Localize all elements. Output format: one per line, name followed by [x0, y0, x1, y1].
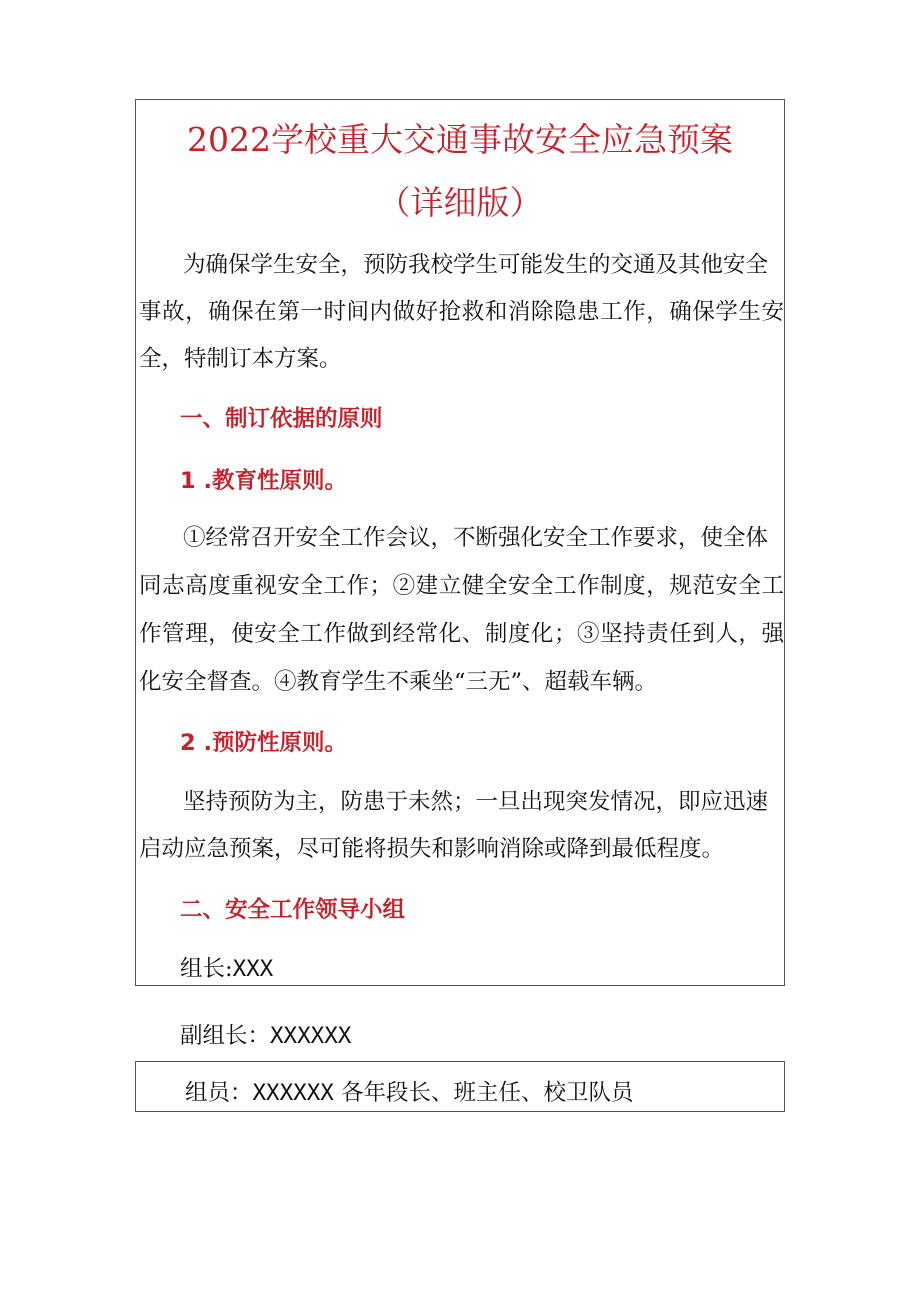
item-1-line-3: 作管理，使安全工作做到经常化、制度化；③坚持责任到人，强 [139, 621, 784, 647]
leader-row [180, 954, 273, 984]
deputy-value: XXXXXX [270, 1023, 352, 1049]
document-title: 2022学校重大交通事故安全应急预案 [187, 120, 733, 159]
section-1-heading: 一、制订依据的原则 [180, 406, 383, 432]
members-row [185, 1078, 633, 1108]
intro-line-1: 为确保学生安全，预防我校学生可能发生的交通及其他安全 [183, 252, 769, 278]
section-2-heading: 二、安全工作领导小组 [180, 897, 406, 923]
item-2-line-1: 坚持预防为主，防患于未然；一旦出现突发情况，即应迅速 [183, 789, 769, 815]
members-value: XXXXXX [252, 1080, 334, 1106]
item-1-line-2: 同志高度重视安全工作；②建立健全安全工作制度，规范安全工 [139, 573, 784, 599]
members-label: 组员： [185, 1080, 253, 1106]
deputy-label: 副组长： [180, 1023, 271, 1049]
leader-label: 组长: [180, 956, 233, 982]
intro-line-3: 全，特制订本方案。 [139, 346, 342, 372]
item-2-heading: 2 .预防性原则。 [180, 730, 348, 756]
deputy-row [180, 1021, 351, 1051]
document-subtitle: （详细版） [377, 183, 543, 222]
leader-value: XXX [232, 956, 274, 982]
item-1-line-1: ①经常召开安全工作会议，不断强化安全工作要求，使全体 [183, 525, 769, 551]
item-2-line-2: 启动应急预案，尽可能将损失和影响消除或降到最低程度。 [139, 836, 725, 862]
members-rest: 各年段长、班主任、校卫队员 [340, 1080, 634, 1106]
intro-line-2: 事故，确保在第一时间内做好抢救和消除隐患工作，确保学生安 [139, 299, 784, 325]
item-1-line-4: 化安全督查。④教育学生不乘坐“三无”、超载车辆。 [139, 669, 658, 695]
item-1-heading: 1 .教育性原则。 [180, 468, 348, 494]
